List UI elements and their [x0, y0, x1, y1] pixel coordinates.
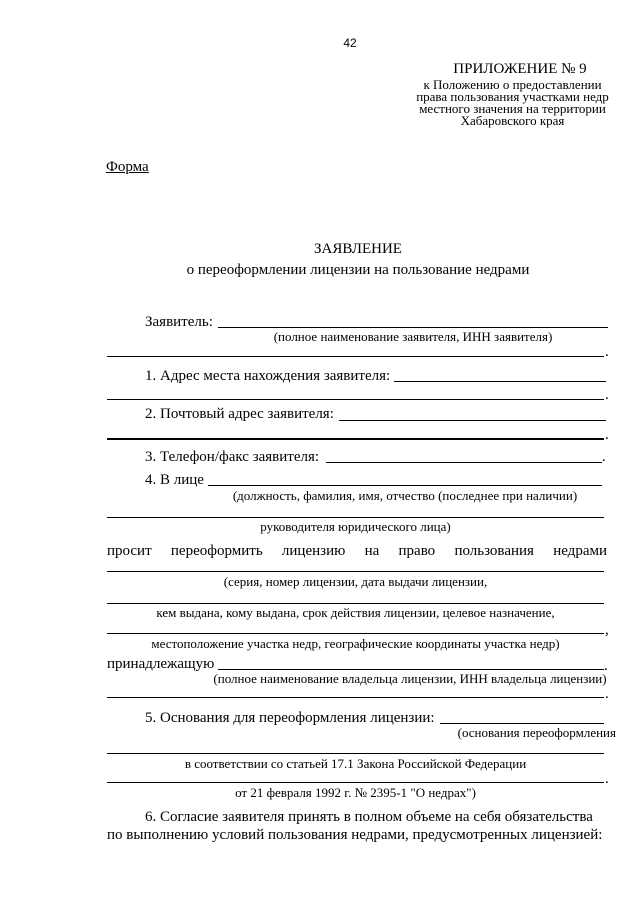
grounds-field-line-2[interactable] [107, 753, 604, 754]
period-mark: . [605, 686, 609, 702]
grounds-hint-2: в соответствии со статьей 17.1 Закона Российской Федерации [184, 756, 527, 771]
license-field-line-3[interactable] [107, 633, 604, 634]
owner-hint: (полное наименование владельца лицензии, ИНН владельца лицензии) [213, 671, 607, 686]
appendix-line: права пользования участками недр [416, 89, 609, 104]
license-field-line[interactable] [107, 571, 604, 572]
applicant-label: Заявитель: [145, 314, 213, 330]
person-field-line[interactable] [208, 485, 602, 486]
person-field-line-2[interactable] [107, 517, 604, 518]
grounds-hint-3: от 21 февраля 1992 г. № 2395-1 "О недрах") [235, 785, 476, 800]
period-mark: . [602, 449, 606, 465]
applicant-field-line[interactable] [218, 327, 608, 328]
grounds-field-line-3[interactable] [107, 782, 604, 783]
form-label: Форма [106, 159, 149, 175]
license-field-line-2[interactable] [107, 603, 604, 604]
postal-field-line-2[interactable] [107, 438, 604, 440]
owner-field-line-2[interactable] [107, 697, 604, 698]
consent-line-2: по выполнению условий пользования недрами, предусмотренных лицензией: [107, 827, 603, 843]
period-mark: . [604, 658, 608, 674]
period-mark: . [605, 344, 609, 360]
phone-label: 3. Телефон/факс заявителя: [145, 449, 320, 465]
appendix-reference [405, 79, 620, 127]
address-field-line-2[interactable] [107, 399, 604, 400]
owner-label: принадлежащую [107, 656, 215, 672]
phone-field-line[interactable] [326, 462, 602, 463]
document-subtitle: о переоформлении лицензии на пользование недрами [186, 262, 530, 278]
appendix-line: к Положению о предоставлении [423, 77, 602, 92]
grounds-hint-1: (основания переоформления [457, 725, 616, 740]
license-hint-1: (серия, номер лицензии, дата выдачи лицензии, [223, 574, 488, 589]
address-field-line[interactable] [394, 381, 606, 382]
owner-field-line[interactable] [218, 669, 604, 670]
period-mark: , [605, 622, 609, 638]
requests-text: просит переоформить лицензию на право пользования недрами [107, 543, 607, 559]
document-title: ЗАЯВЛЕНИЕ [314, 241, 402, 257]
appendix-title: ПРИЛОЖЕНИЕ № 9 [453, 61, 587, 77]
period-mark: . [605, 387, 609, 403]
person-hint: (должность, фамилия, имя, отчество (последнее при наличии) [232, 488, 578, 503]
applicant-hint: (полное наименование заявителя, ИНН заявителя) [273, 329, 553, 344]
person-hint-2: руководителя юридического лица) [260, 519, 451, 534]
applicant-field-line-2[interactable] [107, 356, 604, 357]
address-label: 1. Адрес места нахождения заявителя: [145, 368, 391, 384]
license-hint-2: кем выдана, кому выдана, срок действия лицензии, целевое назначение, [156, 605, 555, 620]
appendix-line: местного значения на территории [419, 101, 606, 116]
consent-line-1: 6. Согласие заявителя принять в полном объеме на себя обязательства [145, 809, 593, 825]
grounds-field-line[interactable] [440, 723, 604, 724]
page-number: 42 [343, 36, 357, 50]
period-mark: . [605, 771, 609, 787]
license-hint-3: местоположение участка недр, географические координаты участка недр) [151, 636, 560, 651]
appendix-line: Хабаровского края [460, 113, 565, 128]
period-mark: . [605, 427, 609, 443]
person-label: 4. В лице [145, 472, 204, 488]
grounds-label: 5. Основания для переоформления лицензии: [145, 710, 435, 726]
postal-field-line[interactable] [339, 420, 606, 421]
postal-label: 2. Почтовый адрес заявителя: [145, 406, 334, 422]
